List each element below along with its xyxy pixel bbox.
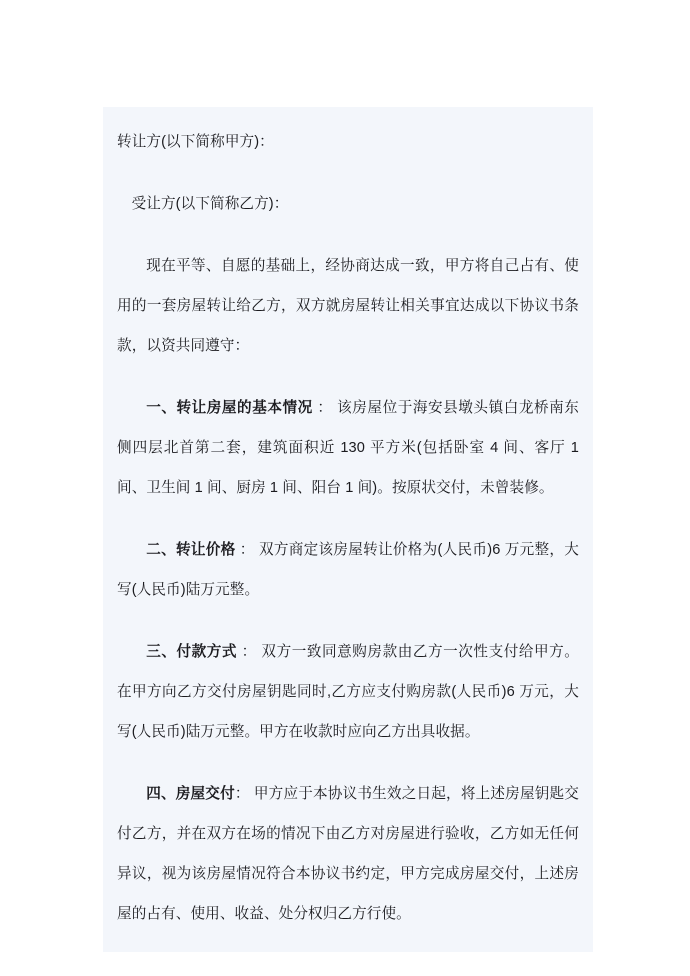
clause-2-heading: 二、转让价格 [146,542,236,558]
clause-2-separator: ： [235,542,260,558]
paragraph-party-a: 转让方(以下简称甲方)： [117,134,274,150]
bottom-spacer [117,934,579,950]
clause-3-separator: ： [237,644,262,660]
paragraph-clause-2 [117,530,579,610]
clause-4-body: 甲方应于本协议书生效之日起，将上述房屋钥匙交付乙方，并在双方在场的情况下由乙方对房屋进行验收，乙方如无任何异议，视为该房屋情况符合本协议书约定，甲方完成房屋交付，上述房屋的占有、使用、收益、处分权归乙方行使。 [117,786,579,922]
paragraph-party-b: 受让方(以下简称乙方)： [131,196,289,212]
clause-1-body: 该房屋位于海安县墩头镇白龙桥南东侧四层北首第二套，建筑面积近 130 平方米(包括卧室 4 间、客厅 1 间、卫生间 1 间、厨房 1 间、阳台 1 间)。按原状交付，未曾装修。 [117,400,579,496]
paragraph-preamble: 现在平等、自愿的基础上，经协商达成一致，甲方将自己占有、使用的一套房屋转让给乙方，双方就房屋转让相关事宜达成以下协议书条款，以资共同遵守： [117,258,579,354]
clause-1-separator: ： [312,400,338,416]
paragraph-clause-1 [117,388,579,508]
clause-3-heading: 三、付款方式 [146,644,238,660]
clause-4-heading: 四、房屋交付 [146,786,235,802]
document-body [103,107,593,952]
paragraph-clause-3 [117,632,579,752]
paragraph-clause-4 [117,774,579,934]
clause-4-separator: ： [234,786,254,802]
document-content-block [103,107,593,952]
clause-2-body: 双方商定该房屋转让价格为(人民币)6 万元整，大写(人民币)陆万元整。 [117,542,580,598]
clause-1-heading: 一、转让房屋的基本情况 [146,400,313,416]
top-spacer [117,107,579,122]
clause-3-body: 双方一致同意购房款由乙方一次性支付给甲方。在甲方向乙方交付房屋钥匙同时,乙方应支付购房款(人民币)6 万元，大写(人民币)陆万元整。甲方在收款时应向乙方出具收据。 [117,644,579,740]
